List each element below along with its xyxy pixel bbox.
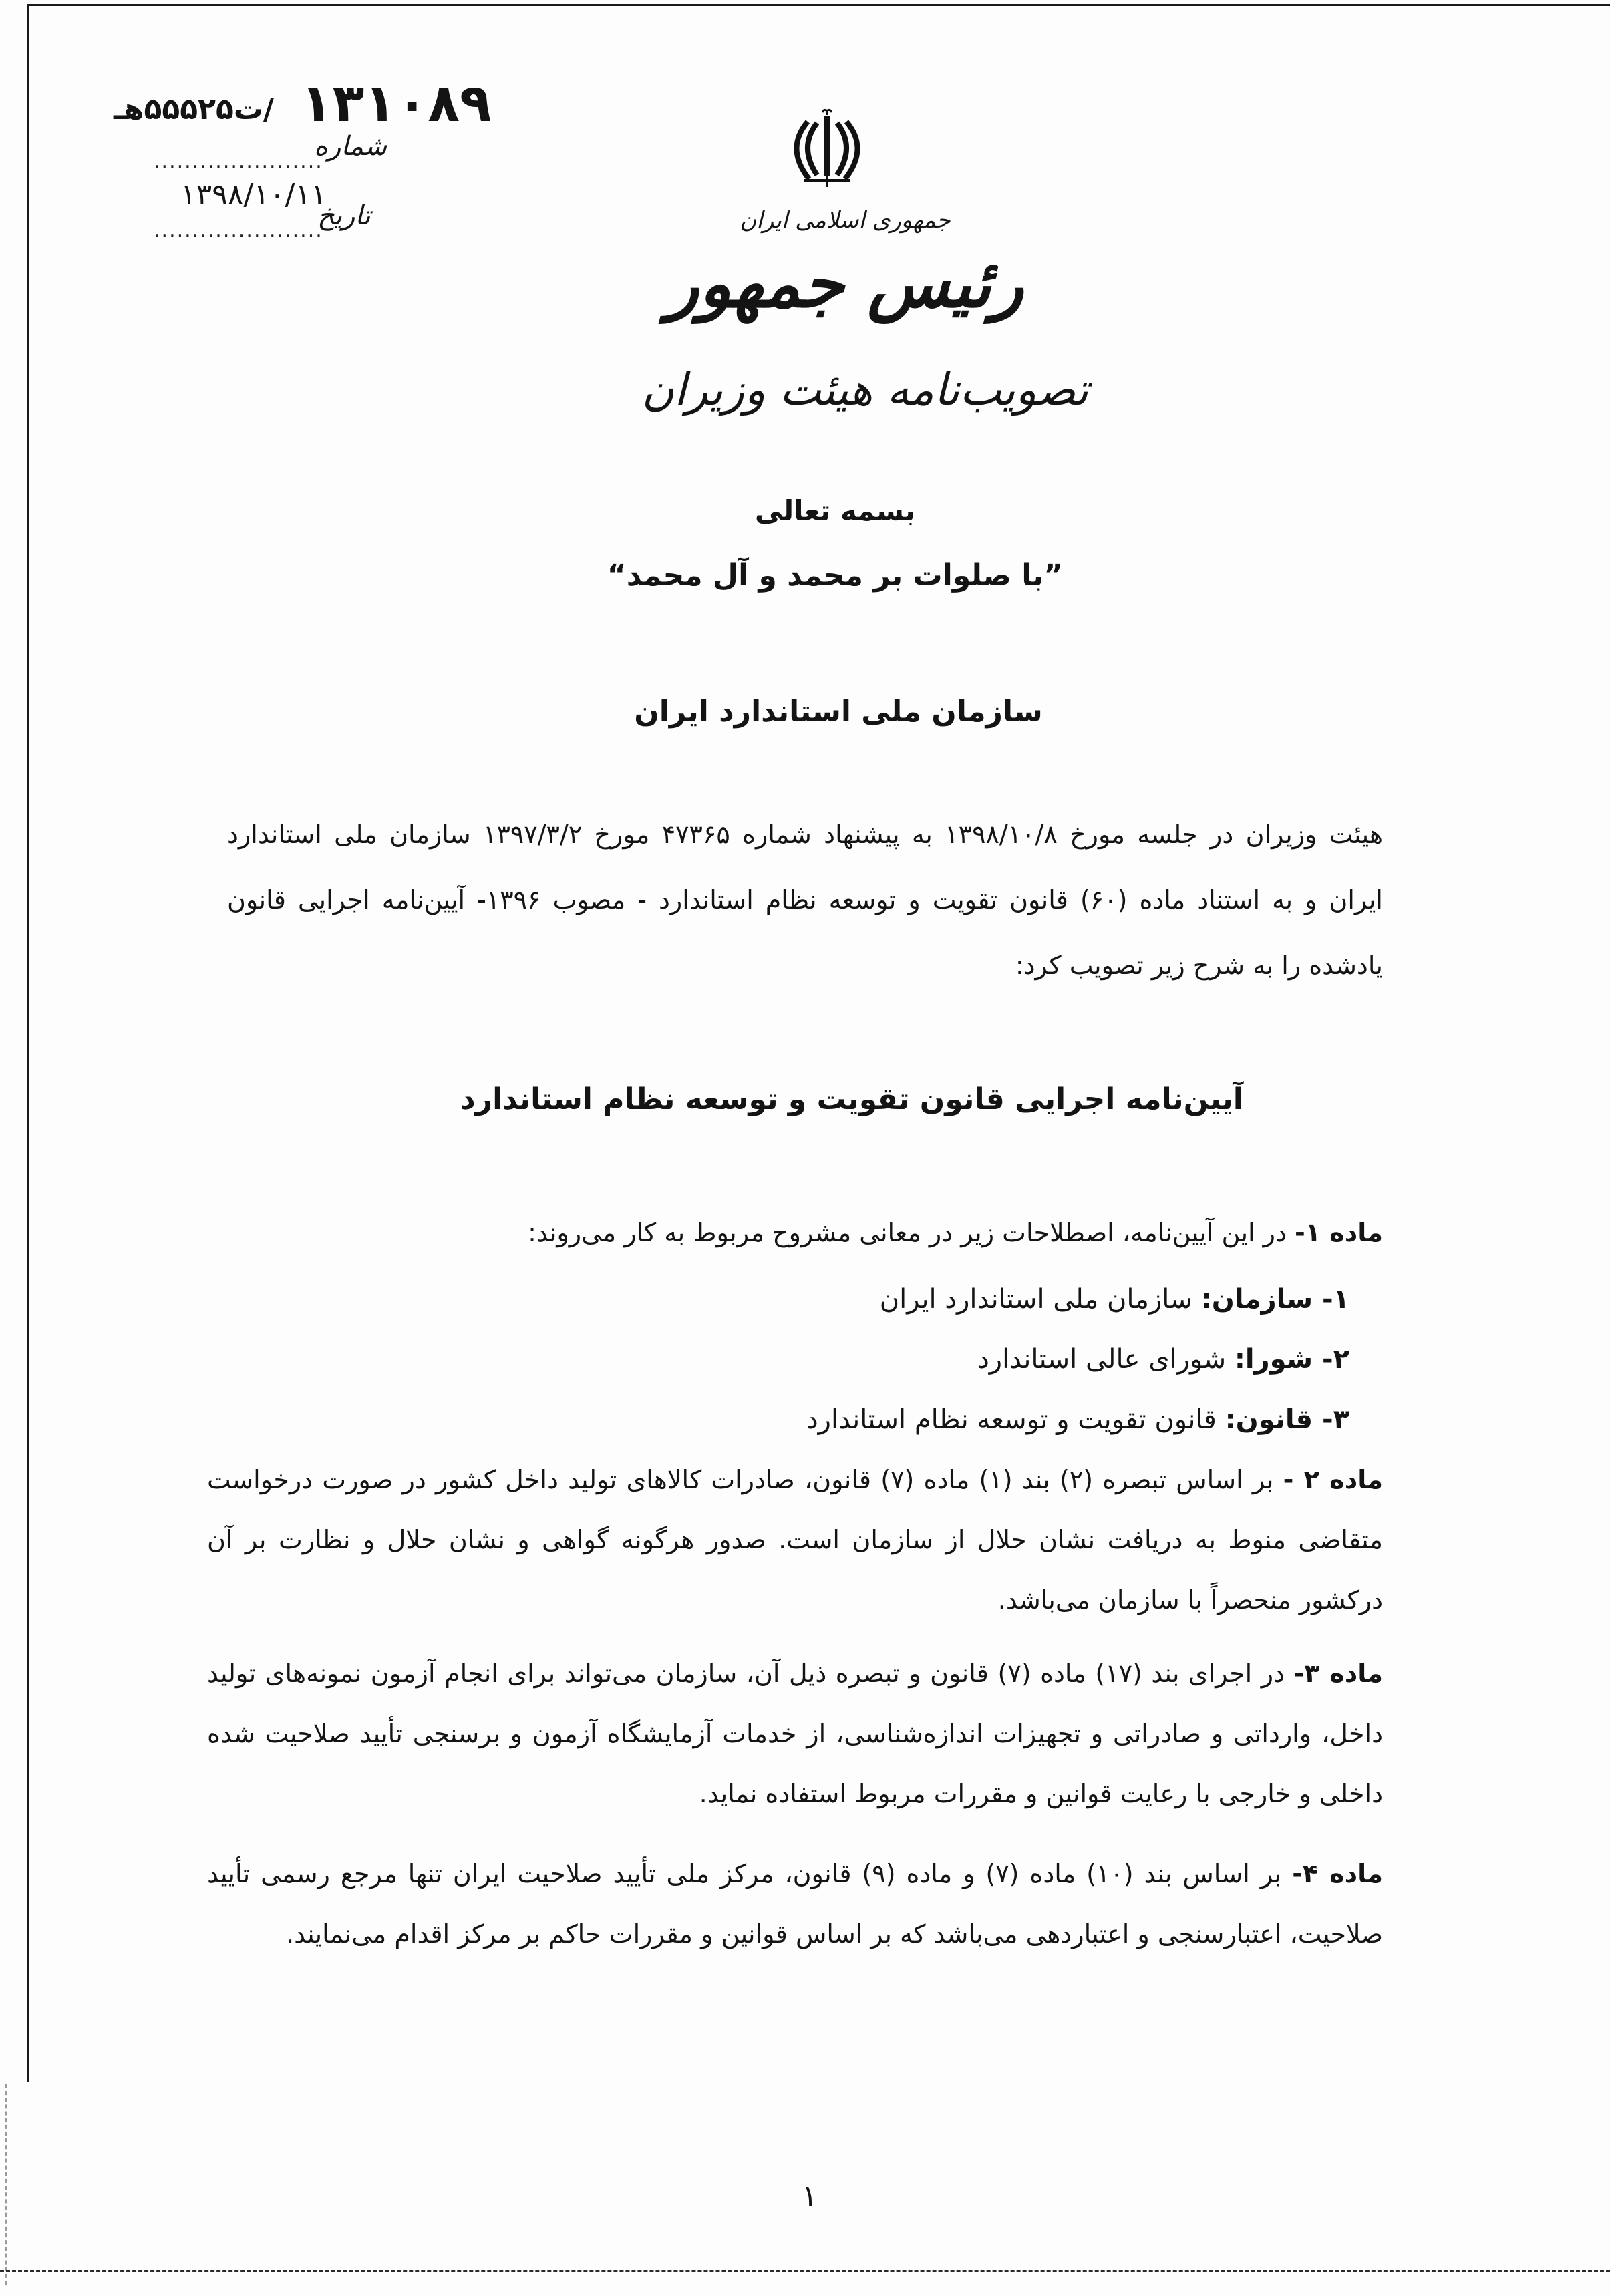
article-3 — [207, 1643, 1383, 1824]
reference-code: /ت۵۵۵۲۵هـ — [114, 92, 275, 126]
page-number: ۱ — [802, 2179, 818, 2213]
number-label: شماره — [314, 131, 387, 162]
definition-label: ۳- قانون: — [1225, 1404, 1349, 1435]
article-text: بر اساس تبصره (۲) بند (۱) ماده (۷) قانون، صادرات کالاهای تولید داخل کشور در صورت درخواست متقاضی منوط به دریافت نشان حلال از سازمان است. صدور هرگونه گواهی و نشان حلال و نظارت بر آن درکشور منحصراً با سازمان می‌باشد. — [207, 1465, 1383, 1615]
definition-item — [880, 1269, 1349, 1329]
definition-label: ۲- شورا: — [1234, 1344, 1349, 1375]
section-title: آیین‌نامه اجرایی قانون تقویت و توسعه نظام استاندارد — [460, 1082, 1243, 1116]
article-label: ماده ۲ - — [1283, 1465, 1383, 1494]
reference-date: ۱۳۹۸/۱۰/۱۱ — [180, 178, 327, 212]
definition-item — [977, 1329, 1349, 1389]
office-title: رئیس جمهور — [666, 244, 1024, 323]
page-border-left — [27, 4, 29, 2082]
article-label: ماده ۳- — [1293, 1659, 1383, 1688]
article-2 — [207, 1450, 1383, 1630]
definition-label: ۱- سازمان: — [1200, 1284, 1349, 1315]
number-dotted-line: ...................... — [154, 150, 323, 173]
scan-edge-left — [5, 2084, 8, 2285]
iran-emblem-icon — [784, 107, 870, 194]
article-label: ماده ۴- — [1292, 1859, 1383, 1889]
date-label: تاریخ — [317, 200, 371, 231]
definition-text: شورای عالی استاندارد — [977, 1344, 1227, 1375]
definition-item — [806, 1389, 1349, 1450]
article-1 — [207, 1202, 1383, 1263]
addressee: سازمان ملی استاندارد ایران — [634, 695, 1043, 729]
date-dotted-line: ...................... — [154, 219, 323, 242]
salawat: ”با صلوات بر محمد و آل محمد“ — [607, 558, 1064, 593]
definition-text: قانون تقویت و توسعه نظام استاندارد — [806, 1404, 1217, 1435]
country-name: جمهوری اسلامی ایران — [740, 207, 951, 234]
article-label: ماده ۱- — [1295, 1218, 1383, 1247]
definition-text: سازمان ملی استاندارد ایران — [879, 1284, 1193, 1315]
article-text: در اجرای بند (۱۷) ماده (۷) قانون و تبصره ذیل آن، سازمان می‌تواند برای انجام آزمون نمونه‌های تولید داخل، وارداتی و صادراتی و تجهیزات اندازه‌شناسی، از خدمات آزمایشگاه آزمون و برسنجی تأیید صلاحیت شده داخلی و خارجی با رعایت قوانین و مقررات مربوط استفاده نماید. — [207, 1659, 1383, 1808]
scan-edge-bottom — [0, 2270, 1610, 2272]
document-type: تصویب‌نامه هیئت وزیران — [641, 364, 1089, 416]
intro-paragraph: هیئت وزیران در جلسه مورخ ۱۳۹۸/۱۰/۸ به پیشنهاد شماره ۴۷۳۶۵ مورخ ۱۳۹۷/۳/۲ سازمان ملی استاندارد ایران و به استناد ماده (۶۰) قانون تقویت و توسعه نظام استاندارد - مصوب ۱۳۹۶- آیین‌نامه اجرایی قانون یادشده را به شرح زیر تصویب کرد: — [227, 820, 1383, 980]
article-text: بر اساس بند (۱۰) ماده (۷) و ماده (۹) قانون، مرکز ملی تأیید صلاحیت ایران تنها مرجع رسمی تأیید صلاحیت، اعتبارسنجی و اعتباردهی می‌باشد که بر اساس قوانین و مقررات حاکم بر مرکز اقدام می‌نمایند. — [207, 1859, 1383, 1949]
page-border-top — [27, 4, 1610, 6]
article-4 — [207, 1844, 1383, 1964]
reference-main-number: ۱۳۱۰۸۹ — [301, 73, 492, 134]
invocation: بسمه تعالی — [754, 494, 916, 527]
article-text: در این آیین‌نامه، اصطلاحات زیر در معانی مشروح مربوط به کار می‌روند: — [528, 1218, 1287, 1247]
